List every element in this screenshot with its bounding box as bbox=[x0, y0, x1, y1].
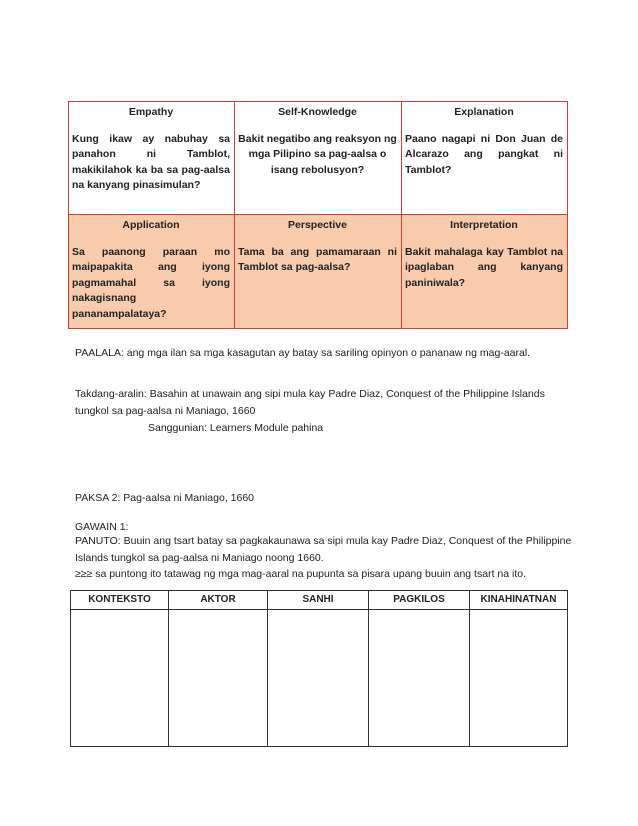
facet-cell-explanation bbox=[402, 102, 567, 215]
paalala-note: PAALALA: ang mga ilan sa mga kasagutan ay batay sa sariling opinyon o pananaw ng mag-aaral. bbox=[75, 347, 531, 359]
panuto-line-2: Islands tungkol sa pag-aalsa ni Maniago noong 1660. bbox=[75, 552, 324, 564]
panuto-line-1: PANUTO: Buuin ang tsart batay sa pagkakaunawa sa sipi mula kay Padre Diaz, Conquest of the Philippine bbox=[75, 535, 572, 547]
facet-cell-perspective bbox=[235, 215, 402, 328]
six-facets-table bbox=[68, 101, 568, 329]
facet-cell-empathy bbox=[69, 102, 235, 215]
blank-cell-kinahinatnan bbox=[470, 610, 567, 746]
column-header-pagkilos: PAGKILOS bbox=[369, 591, 470, 610]
column-header-kinahinatnan: KINAHINATNAN bbox=[470, 591, 567, 610]
facet-question: Tama ba ang pamamaraan ni Tamblot sa pag-aalsa? bbox=[238, 245, 397, 274]
sanggunian-line: Sanggunian: Learners Module pahina bbox=[148, 422, 324, 434]
blank-cell-aktor bbox=[169, 610, 268, 746]
blank-cell-sanhi bbox=[268, 610, 369, 746]
facet-question: Paano nagapi ni Don Juan de Alcarazo ang pangkat ni Tamblot? bbox=[405, 132, 563, 176]
column-header-konteksto: KONTEKSTO bbox=[71, 591, 169, 610]
facet-cell-self-knowledge bbox=[235, 102, 402, 215]
facet-heading: Empathy bbox=[128, 106, 174, 118]
column-header-sanhi: SANHI bbox=[268, 591, 369, 610]
facet-heading: Interpretation bbox=[450, 219, 518, 231]
facet-heading: Explanation bbox=[454, 106, 514, 118]
panuto-line-3: ≥≥≥ sa puntong ito tatawag ng mga mag-aaral na pupunta sa pisara upang buuin ang tsart na ito. bbox=[75, 568, 527, 580]
activity-chart-table bbox=[70, 590, 568, 747]
paksa-title: PAKSA 2: Pag-aalsa ni Maniago, 1660 bbox=[75, 492, 255, 504]
facet-question: Kung ikaw ay nabuhay sa panahon ni Tamblot, makikilahok ka ba sa pag-aalsa na kanyang pinasimulan? bbox=[72, 132, 230, 192]
facet-question: Bakit negatibo ang reaksyon ng mga Pilipino sa pag-aalsa o isang rebolusyon? bbox=[238, 132, 397, 176]
takdang-aralin-line-2: tungkol sa pag-aalsa ni Maniago, 1660 bbox=[75, 405, 256, 417]
facet-cell-interpretation bbox=[402, 215, 567, 328]
gawain-label: GAWAIN 1: bbox=[75, 521, 129, 533]
facet-question: Sa paanong paraan mo maipapakita ang iyong pagmamahal sa iyong nakagisnang pananampalataya? bbox=[72, 245, 230, 320]
facet-heading: Perspective bbox=[288, 219, 347, 231]
column-header-aktor: AKTOR bbox=[169, 591, 268, 610]
facet-question: Bakit mahalaga kay Tamblot na ipaglaban ang kanyang paniniwala? bbox=[405, 245, 563, 289]
facet-heading: Application bbox=[122, 219, 180, 231]
facet-heading: Self-Knowledge bbox=[278, 106, 357, 118]
facet-cell-application bbox=[69, 215, 235, 328]
blank-cell-pagkilos bbox=[369, 610, 470, 746]
takdang-aralin-line-1: Takdang-aralin: Basahin at unawain ang sipi mula kay Padre Diaz, Conquest of the Philippine Islands bbox=[75, 388, 545, 400]
blank-cell-konteksto bbox=[71, 610, 169, 746]
